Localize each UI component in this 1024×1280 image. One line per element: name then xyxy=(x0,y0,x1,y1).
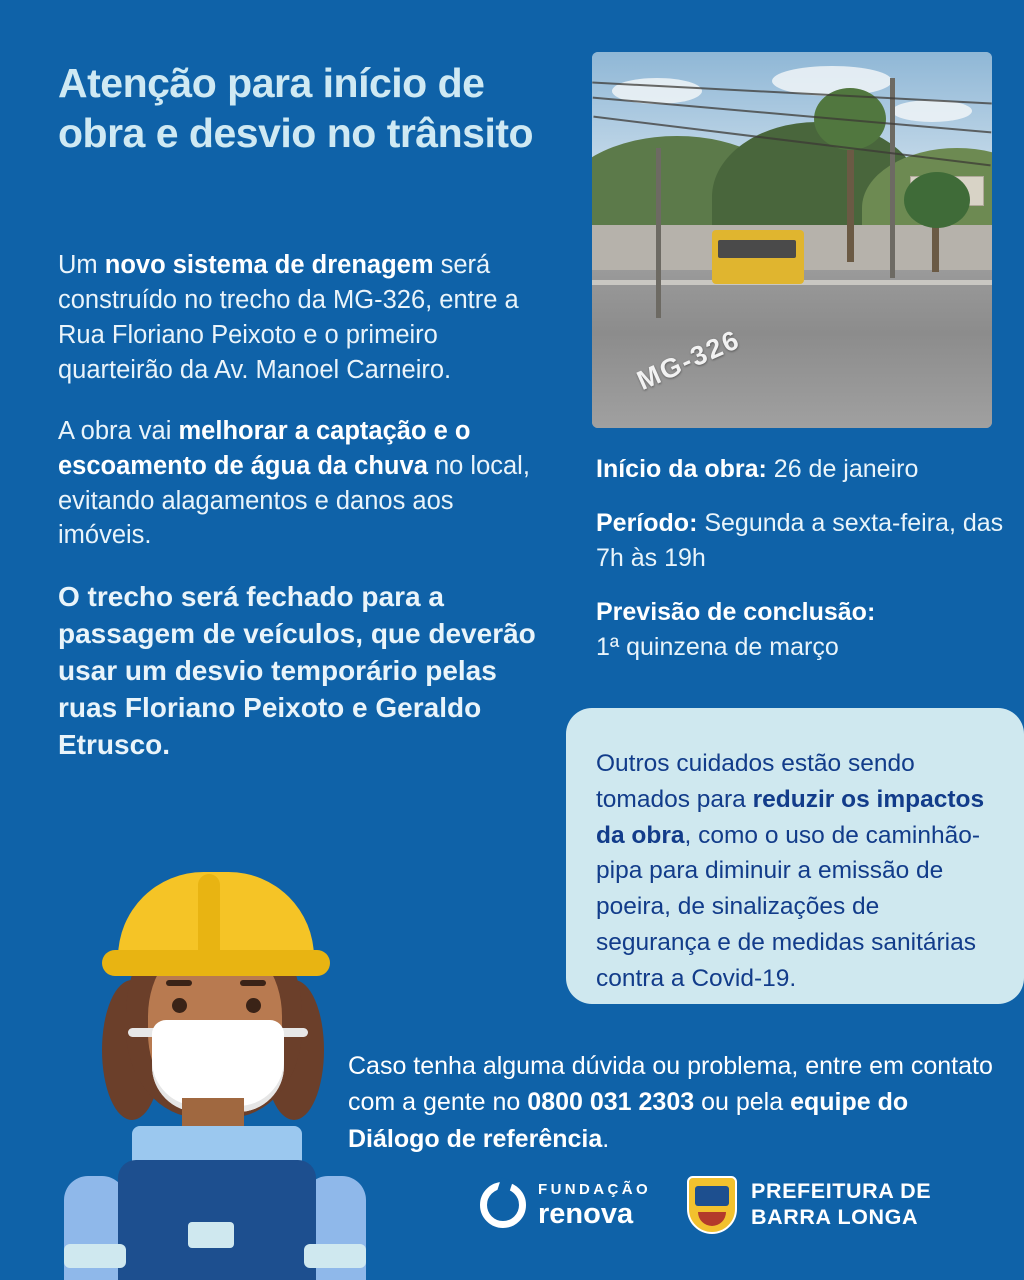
worker-illustration xyxy=(40,830,370,1280)
schedule-row: Início da obra: 26 de janeiro xyxy=(596,455,919,483)
coat-of-arms-icon xyxy=(687,1176,737,1234)
road-label: MG-326 xyxy=(632,324,745,397)
uniform-shape xyxy=(118,1160,316,1280)
utility-pole xyxy=(656,148,661,318)
schedule-row: Previsão de conclusão: 1ª quinzena de março xyxy=(596,597,876,661)
page-title: Atenção para início de obra e desvio no trânsito xyxy=(58,60,534,157)
paragraph-drainage: Um novo sistema de drenagem será construído no trecho da MG-326, entre a Rua Floriano Peixoto e o primeiro quarteirão da Av. Manoel Carneiro. xyxy=(58,251,519,384)
utility-pole xyxy=(890,78,895,278)
eyebrow-shape xyxy=(166,980,192,986)
road-surface xyxy=(592,270,992,428)
logo-row xyxy=(480,1176,931,1234)
tree-shape xyxy=(904,172,970,228)
sleeve-cuff xyxy=(304,1244,366,1268)
hard-hat-brim xyxy=(102,950,330,976)
renova-logo-top: FUNDAÇÃO xyxy=(538,1180,652,1198)
sleeve-cuff xyxy=(64,1244,126,1268)
contact-phone: 0800 031 2303 xyxy=(527,1088,695,1117)
eye-shape xyxy=(246,998,261,1013)
cloud-shape xyxy=(892,100,972,122)
eye-shape xyxy=(172,998,187,1013)
care-card-text: Outros cuidados estão sendo tomados para reduzir os impactos da obra, como o uso de caminhão-pipa para diminuir a emissão de poeira, de sinalizações de segurança e de medidas sanitárias contra a Covid-19. xyxy=(596,750,985,992)
prefeitura-line-1: PREFEITURA DE xyxy=(751,1179,932,1204)
renova-mark-icon xyxy=(480,1182,526,1228)
school-bus xyxy=(712,230,804,284)
paragraph-benefits: A obra vai melhorar a captação e o escoamento de água da chuva no local, evitando alagamentos e danos aos imóveis. xyxy=(58,416,530,550)
renova-logo xyxy=(480,1182,651,1229)
prefeitura-line-2: BARRA LONGA xyxy=(751,1205,919,1229)
schedule-text xyxy=(596,452,1016,684)
street-photo xyxy=(592,52,992,428)
contact-team: equipe do Diálogo de referência xyxy=(348,1088,909,1153)
care-card xyxy=(566,708,1024,1004)
prefeitura-logo xyxy=(687,1176,931,1234)
contact-text: Caso tenha alguma dúvida ou problema, entre em contato com a gente no 0800 031 2303 ou pela equipe do Diálogo de referência. xyxy=(348,1052,993,1153)
schedule-row: Período: Segunda a sexta-feira, das 7h às 19h xyxy=(596,508,1004,572)
body-copy xyxy=(58,248,548,764)
renova-logo-bottom: renova xyxy=(538,1197,634,1230)
eyebrow-shape xyxy=(240,980,266,986)
uniform-badge xyxy=(188,1222,234,1248)
paragraph-closure: O trecho será fechado para a passagem de veículos, que deverão usar um desvio temporário pelas ruas Floriano Peixoto e Geraldo Etrusco. xyxy=(58,581,536,761)
